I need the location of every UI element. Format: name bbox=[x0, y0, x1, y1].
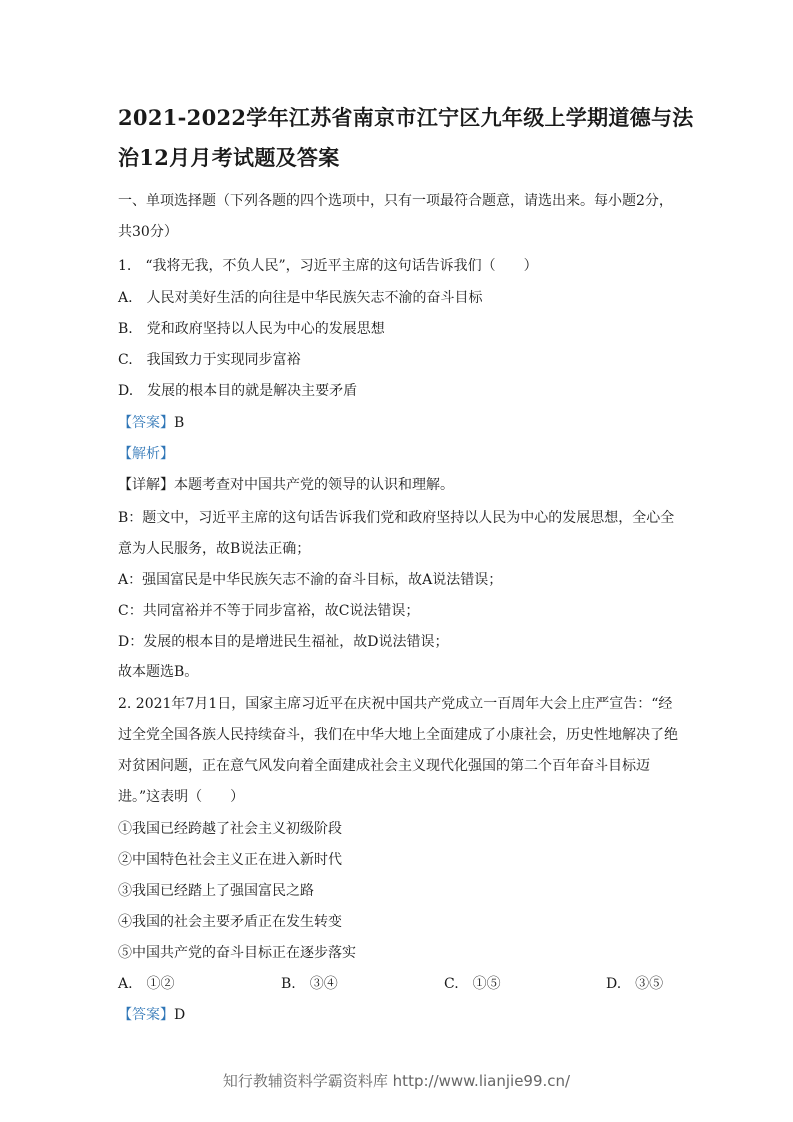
q2-stem-line: 对贫困问题，正在意气风发向着全面建成社会主义现代化强国的第二个百年奋斗目标迈 bbox=[118, 758, 650, 774]
q2-option-b: B. ③④ bbox=[281, 976, 338, 992]
q1-detail-tag: 【详解】 bbox=[118, 477, 174, 493]
q2-option-c: C. ①⑤ bbox=[444, 976, 501, 992]
title-line-2: 治12月月考试题及答案 bbox=[118, 145, 340, 170]
q1-stem: 1. “我将无我，不负人民”，习近平主席的这句话告诉我们（ ） bbox=[118, 258, 538, 274]
q2-item: ②中国特色社会主义正在进入新时代 bbox=[118, 852, 342, 868]
q1-analysis-tag: 【解析】 bbox=[118, 446, 174, 462]
q1-answer-value: B bbox=[174, 415, 185, 431]
q1-explain-line: C：共同富裕并不等于同步富裕，故C说法错误； bbox=[118, 603, 420, 619]
q1-option-b: B. 党和政府坚持以人民为中心的发展思想 bbox=[118, 321, 385, 337]
q2-option-d: D. ③⑤ bbox=[606, 976, 664, 992]
q1-option-d: D. 发展的根本目的就是解决主要矛盾 bbox=[118, 383, 358, 399]
q1-explain-line: 意为人民服务，故B说法正确； bbox=[118, 541, 311, 557]
q2-item: ③我国已经踏上了强国富民之路 bbox=[118, 883, 314, 899]
q2-item: ①我国已经跨越了社会主义初级阶段 bbox=[118, 821, 342, 837]
q2-item: ⑤中国共产党的奋斗目标正在逐步落实 bbox=[118, 945, 356, 961]
q1-detail bbox=[118, 475, 454, 495]
q2-option-a: A. ①② bbox=[118, 976, 175, 992]
q1-answer-tag: 【答案】 bbox=[118, 415, 174, 431]
q2-item: ④我国的社会主要矛盾正在发生转变 bbox=[118, 914, 342, 930]
document-title bbox=[118, 98, 718, 178]
title-line-1: 2021-2022学年江苏省南京市江宁区九年级上学期道德与法 bbox=[118, 105, 694, 130]
q2-answer-tag: 【答案】 bbox=[118, 1007, 174, 1023]
q2-answer bbox=[118, 1005, 185, 1025]
q1-explain-line: 故本题选B。 bbox=[118, 664, 199, 680]
q2-stem-line: 过全党全国各族人民持续奋斗，我们在中华大地上全面建成了小康社会，历史性地解决了绝 bbox=[118, 727, 678, 743]
q1-explain-line: D：发展的根本目的是增进民生福祉，故D说法错误； bbox=[118, 634, 449, 650]
q1-detail-text: 本题考查对中国共产党的领导的认识和理解。 bbox=[174, 477, 454, 493]
q1-option-a: A. 人民对美好生活的向往是中华民族矢志不渝的奋斗目标 bbox=[118, 290, 483, 306]
section-heading-line-1: 一、单项选择题（下列各题的四个选项中，只有一项最符合题意，请选出来。每小题2分， bbox=[118, 193, 673, 209]
q1-explain-line: A：强国富民是中华民族矢志不渝的奋斗目标，故A说法错误； bbox=[118, 572, 503, 588]
q2-stem-line: 进。”这表明（ ） bbox=[118, 789, 245, 805]
q2-answer-value: D bbox=[174, 1007, 186, 1023]
q2-stem-line: 2. 2021年7月1日，国家主席习近平在庆祝中国共产党成立一百周年大会上庄严宣告：“经 bbox=[118, 696, 673, 712]
q1-option-c: C. 我国致力于实现同步富裕 bbox=[118, 352, 301, 368]
q1-answer bbox=[118, 413, 184, 433]
q1-explain-line: B：题文中，习近平主席的这句话告诉我们党和政府坚持以人民为中心的发展思想，全心全 bbox=[118, 510, 675, 526]
footer-watermark: 知行教辅资料学霸资料库 http://www.lianjie99.cn/ bbox=[222, 1072, 571, 1090]
section-heading-line-2: 共30分） bbox=[118, 224, 178, 240]
